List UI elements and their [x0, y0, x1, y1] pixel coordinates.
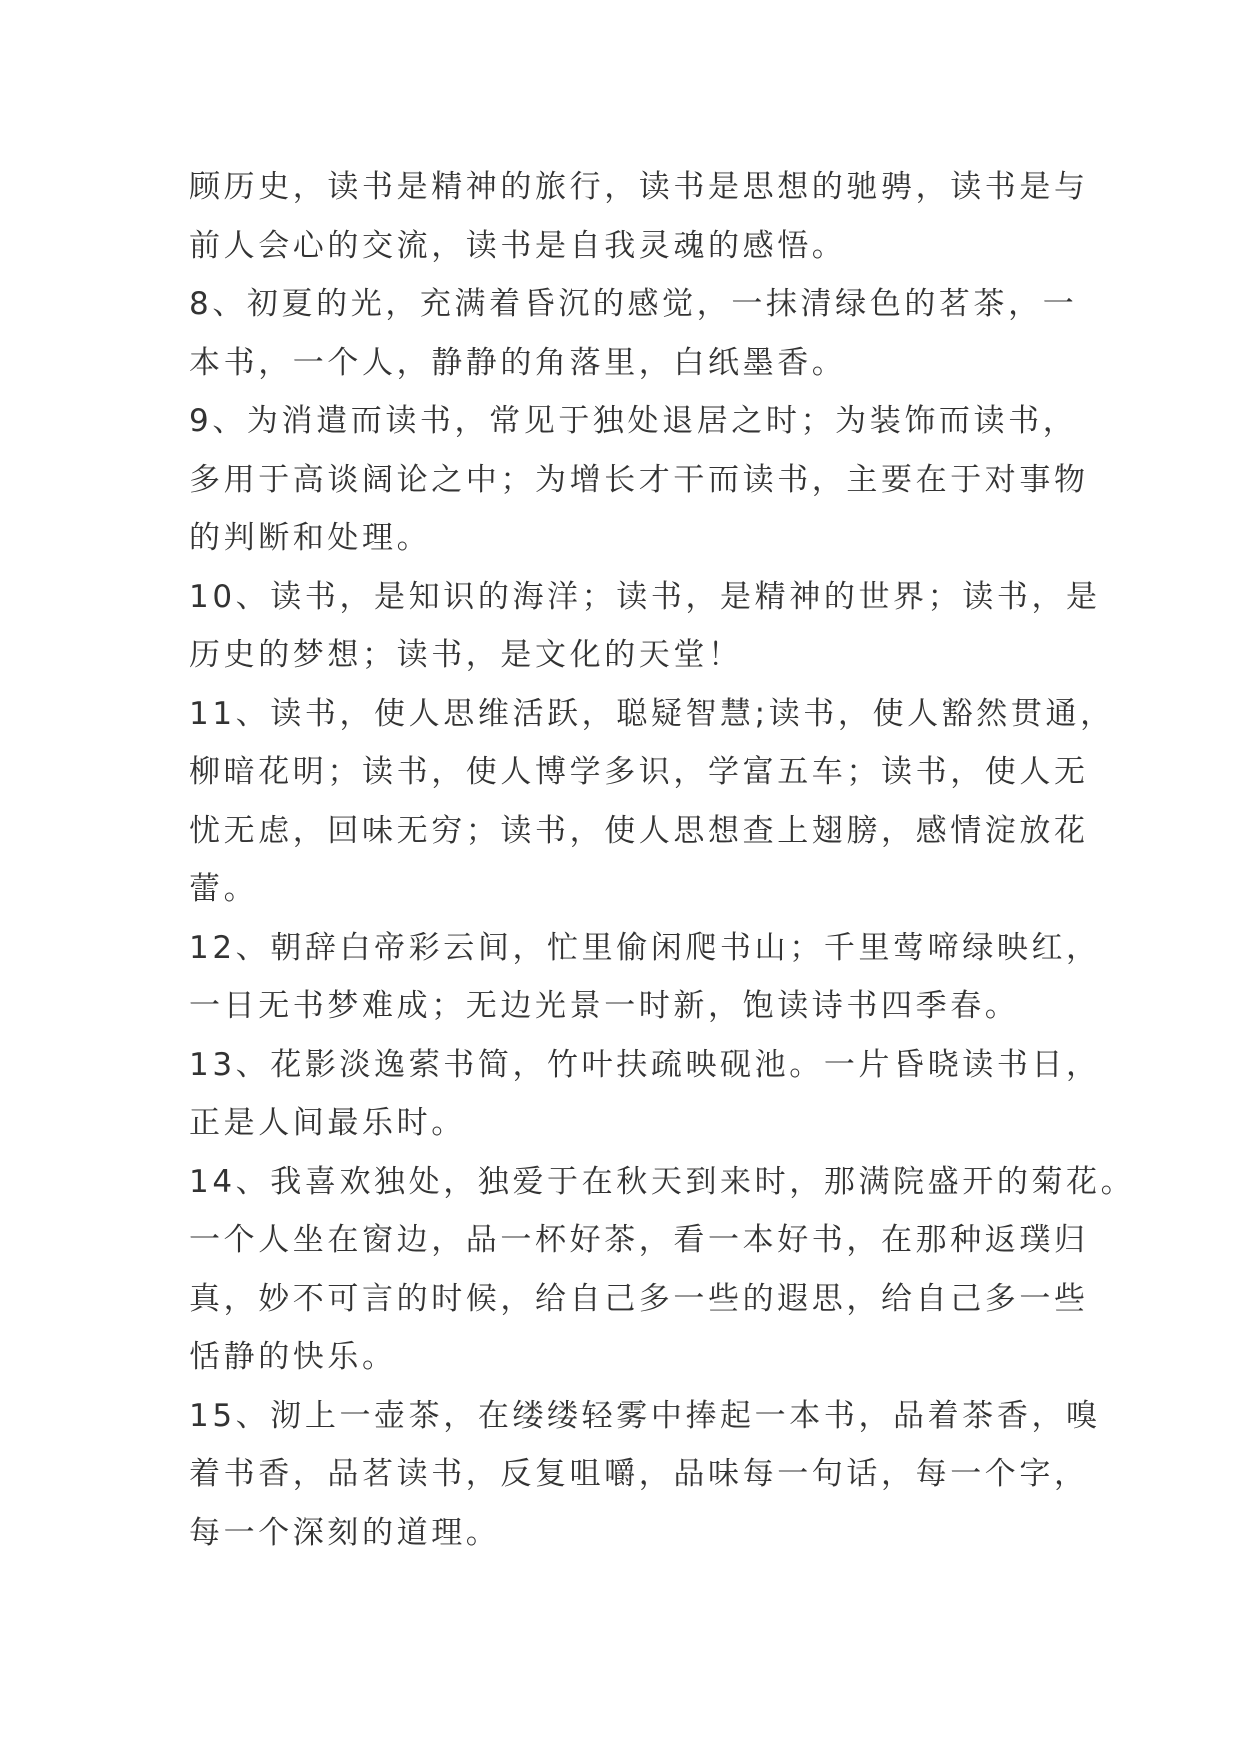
text-line: 14、我喜欢独处，独爱于在秋天到来时，那满院盛开的菊花。	[189, 1163, 1136, 1200]
text-line: 12、朝辞白帝彩云间，忙里偷闲爬书山；千里莺啼绿映红，	[189, 929, 1101, 966]
text-line: 10、读书，是知识的海洋；读书，是精神的世界；读书，是	[189, 578, 1101, 615]
text-line: 前人会心的交流，读书是自我灵魂的感悟。	[189, 227, 847, 264]
text-line: 的判断和处理。	[189, 520, 432, 556]
document-body	[189, 158, 1136, 1562]
text-line: 9、为消遣而读书，常见于独处退居之时；为装饰而读书，	[189, 403, 1078, 439]
text-line: 每一个深刻的道理。	[189, 1514, 501, 1551]
text-line: 13、花影淡逸萦书简，竹叶扶疏映砚池。一片昏晓读书日，	[189, 1046, 1101, 1083]
text-line: 历史的梦想；读书，是文化的天堂！	[189, 637, 743, 673]
text-line: 着书香，品茗读书，反复咀嚼，品味每一句话，每一个字，	[189, 1456, 1089, 1492]
text-line: 一日无书梦难成；无边光景一时新，饱读诗书四季春。	[189, 988, 1020, 1024]
text-line: 真，妙不可言的时候，给自己多一些的遐思，给自己多一些	[189, 1280, 1089, 1317]
text-line: 多用于高谈阔论之中；为增长才干而读书，主要在于对事物	[189, 461, 1089, 498]
text-line: 8、初夏的光，充满着昏沉的感觉，一抹清绿色的茗茶，一	[189, 286, 1078, 322]
text-line: 忧无虑，回味无穷；读书，使人思想查上翅膀，感情淀放花	[189, 812, 1089, 849]
text-line: 一个人坐在窗边，品一杯好茶，看一本好书，在那种返璞归	[189, 1222, 1089, 1258]
text-line: 蕾。	[189, 871, 259, 907]
text-line: 恬静的快乐。	[189, 1339, 397, 1375]
text-line: 11、读书，使人思维活跃，聪疑智慧;读书，使人豁然贯通，	[189, 695, 1115, 732]
text-line: 本书，一个人，静静的角落里，白纸墨香。	[189, 344, 847, 381]
text-line: 正是人间最乐时。	[189, 1105, 466, 1141]
text-line: 顾历史，读书是精神的旅行，读书是思想的驰骋，读书是与	[189, 169, 1089, 205]
text-line: 15、沏上一壶茶，在缕缕轻雾中捧起一本书，品着茶香，嗅	[189, 1397, 1101, 1434]
text-line: 柳暗花明；读书，使人博学多识，学富五车；读书，使人无	[189, 754, 1089, 790]
